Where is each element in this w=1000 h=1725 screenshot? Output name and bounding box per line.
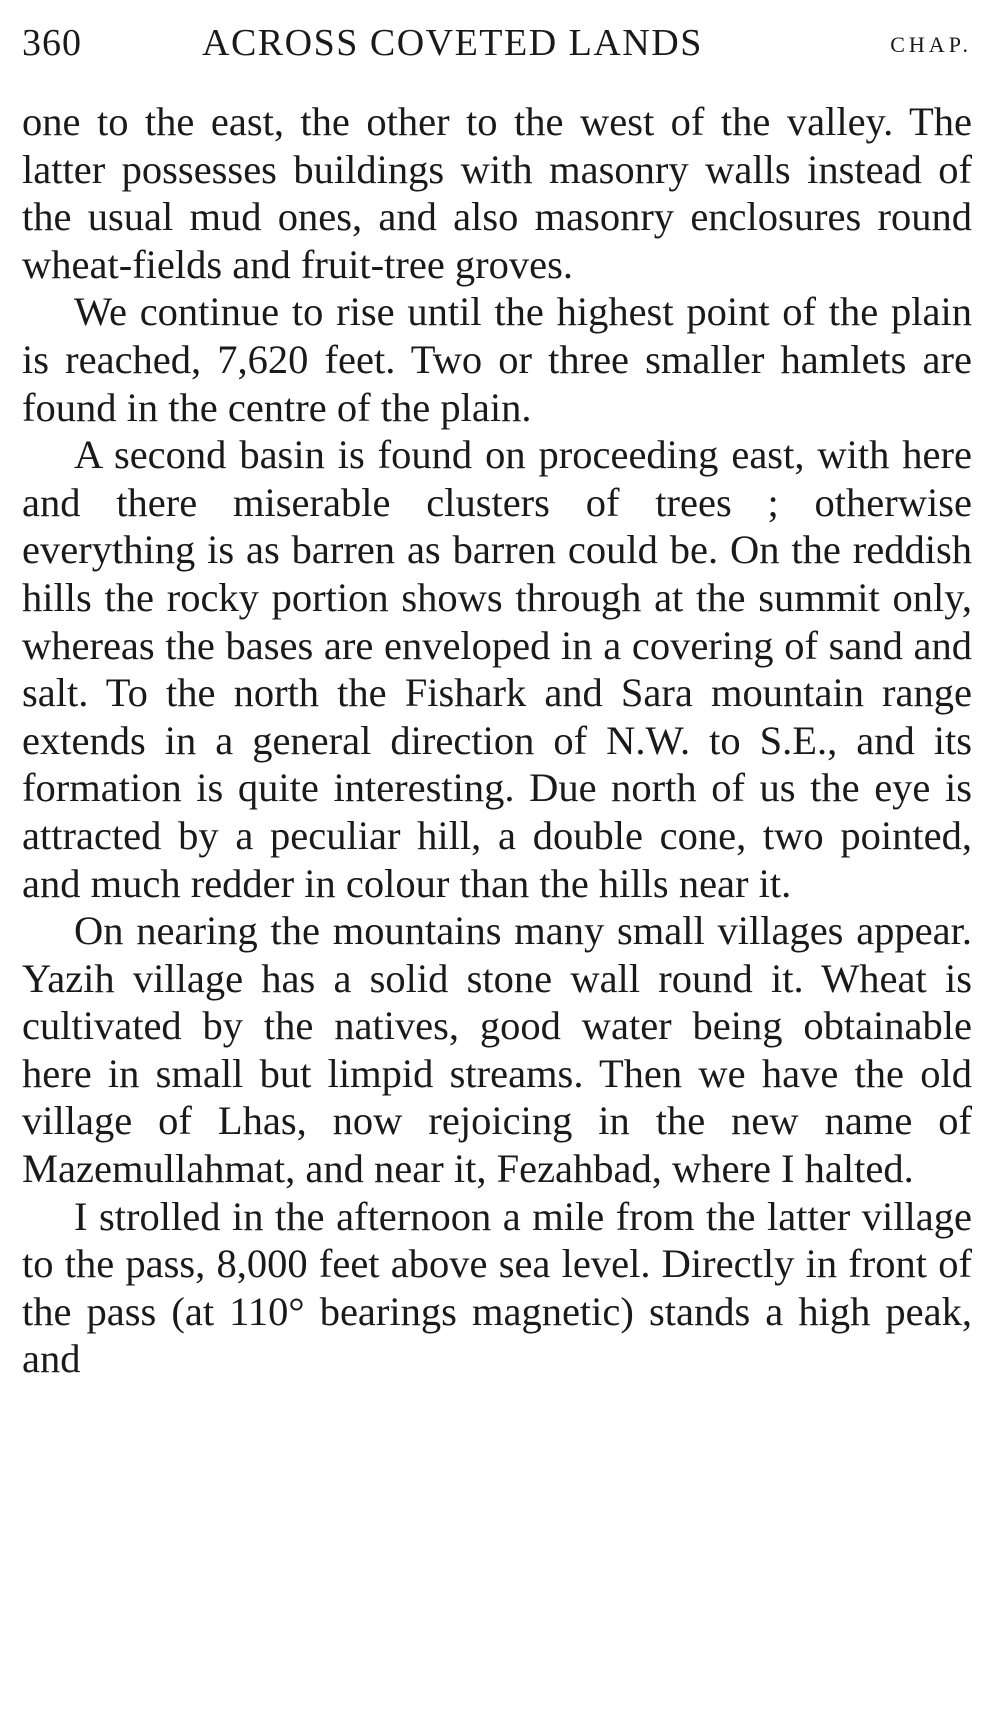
body-text bbox=[22, 98, 972, 1383]
page-number: 360 bbox=[22, 22, 82, 64]
book-page bbox=[22, 0, 972, 1725]
book-title: ACROSS COVETED LANDS bbox=[202, 22, 703, 64]
paragraph: On nearing the mountains many small villages appear. Yazih village has a solid stone wall round it. Wheat is cultivated by the natives, good water being obtainable here in small but limpid streams. Then we have the old village of Lhas, now rejoicing in the new name of Mazemullahmat, and near it, Fezahbad, where I halted. bbox=[22, 908, 972, 1192]
paragraph-continuation: one to the east, the other to the west of the valley. The latter possesses buildings with masonry walls instead of the usual mud ones, and also masonry enclosures round wheat-fields and fruit-tree groves. bbox=[22, 99, 972, 287]
running-head bbox=[22, 18, 972, 68]
paragraph: I strolled in the afternoon a mile from the latter village to the pass, 8,000 feet above sea level. Directly in front of the pass (at 110° bearings magnetic) stands a high peak, and bbox=[22, 1193, 972, 1382]
paragraph: A second basin is found on proceeding east, with here and there miserable clusters of trees ; otherwise everything is as barren as barren could be. On the reddish hills the rocky portion shows through at the summit only, whereas the bases are enveloped in a covering of sand and salt. To the north the Fishark and Sara mountain range extends in a general direction of N.W. to S.E., and its formation is quite interesting. Due north of us the eye is attracted by a peculiar hill, a double cone, two pointed, and much redder in colour than the hills near it. bbox=[22, 432, 972, 906]
chapter-label: CHAP. bbox=[890, 32, 972, 57]
paragraph: We continue to rise until the highest point of the plain is reached, 7,620 feet. Two or three smaller hamlets are found in the centre of the plain. bbox=[22, 289, 972, 430]
